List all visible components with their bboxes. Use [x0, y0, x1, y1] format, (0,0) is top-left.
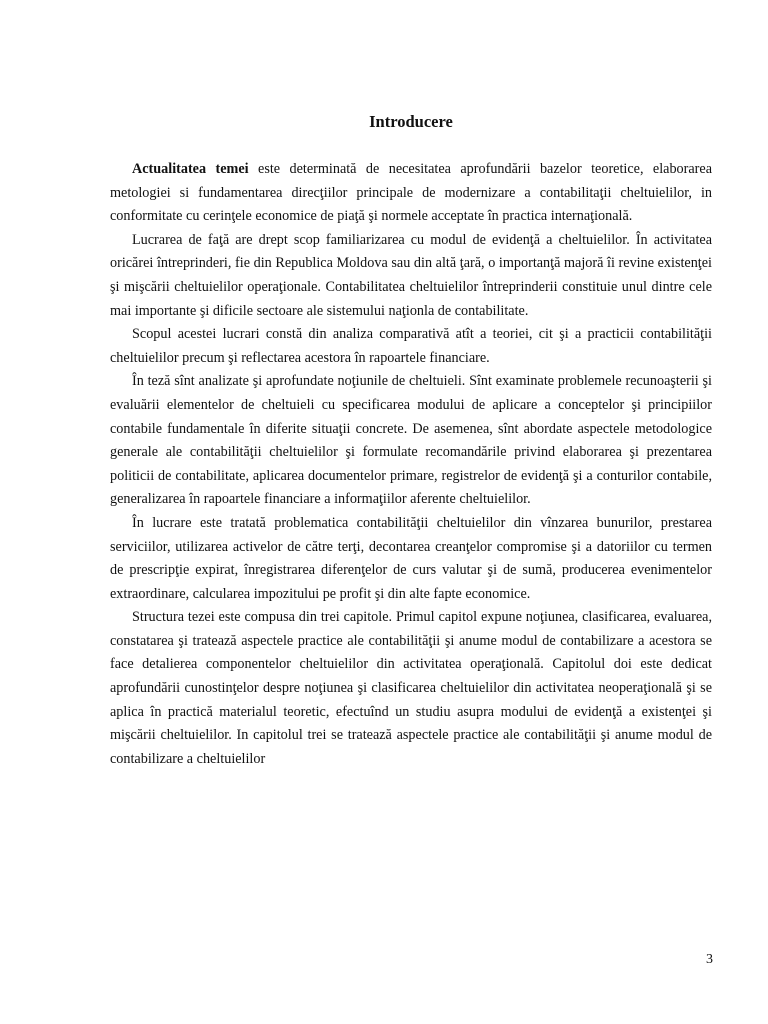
page-number: 3 [706, 952, 713, 967]
paragraph-lead: Actualitatea temei [132, 161, 249, 177]
paragraph-2 [110, 229, 712, 323]
paragraph-text: În lucrare este tratată problematica contabilităţii cheltuielilor din vînzarea bunurilor, prestarea serviciilor, utilizarea activelor de către terţi, decontarea creanţelor compromise şi a datoriilor cu termen de prescripţie expirat, înregistrarea diferenţelor de curs valutar şi de sumă, producerea evenimentelor extraordinare, calcularea impozitului pe profit şi din alte fapte economice. [110, 514, 712, 602]
paragraph-text: Lucrarea de faţă are drept scop familiarizarea cu modul de evidenţă a cheltuielilor. În activitatea oricărei întreprinderi, fie din Republica Moldova sau din altă ţară, o importanţă majoră îi revine existenţei şi mişcării cheltuielilor operaţionale. Contabilitatea cheltuielilor întreprinderii constituie unul dintre cele mai importante şi dificile sectoare ale sistemului naţionla de contabilitate. [110, 231, 712, 319]
document-page [110, 112, 712, 771]
paragraph-text: Scopul acestei lucrari constă din analiza comparativă atît a teoriei, cit şi a practicii contabilităţii cheltuielilor precum şi reflectarea acestora în rapoartele financiare. [110, 326, 712, 366]
paragraph-3 [110, 323, 712, 370]
paragraph-4 [110, 370, 712, 512]
paragraph-6 [110, 606, 712, 771]
paragraph-text: În teză sînt analizate şi aprofundate noţiunile de cheltuieli. Sînt examinate problemele recunoaşterii şi evaluării elementelor de cheltuieli cu specificarea modului de aplicare a conceptelor şi principiilor contabile fundamentale în diferite situaţii concrete. De asemenea, sînt abordate aspectele metodologice generale ale contabilităţii cheltuielilor şi formulate recomandările privind elaborarea şi prezentarea politicii de contabilitate, aplicarea documentelor primare, registrelor de evidenţă şi a conturilor contabile, generalizarea în rapoartele financiare a informaţiilor aferente cheltuielilor. [110, 373, 712, 508]
paragraph-text: Structura tezei este compusa din trei capitole. Primul capitol expune noţiunea, clasificarea, evaluarea, constatarea şi tratează aspectele practice ale contabilităţii şi anume modul de contabilizare a acestora se face detalierea componentelor cheltuielilor din activitatea operaţională. Capitolul doi este dedicat aprofundării cunostinţelor despre noţiunea şi clasificarea cheltuielilor din activitatea neoperaţională şi se aplica în practică materialul teoretic, efectuînd un studiu asupra modului de evidenţă a existenţei şi mişcării cheltuielilor. In capitolul trei se tratează aspectele practice ale contabilităţii şi anume modul de contabilizare a cheltuielilor [110, 609, 712, 767]
page-title: Introducere [369, 112, 453, 131]
paragraph-text: este determinată de necesitatea aprofundării bazelor teoretice, elaborarea metologiei si fundamentarea direcţiilor principale de modernizare a contabilitaţii cheltuielilor, in conformitate cu cerinţele economice de piaţă şi normele acceptate în practica internaţională. [110, 161, 712, 225]
paragraph-1 [110, 158, 712, 229]
paragraph-5 [110, 512, 712, 606]
